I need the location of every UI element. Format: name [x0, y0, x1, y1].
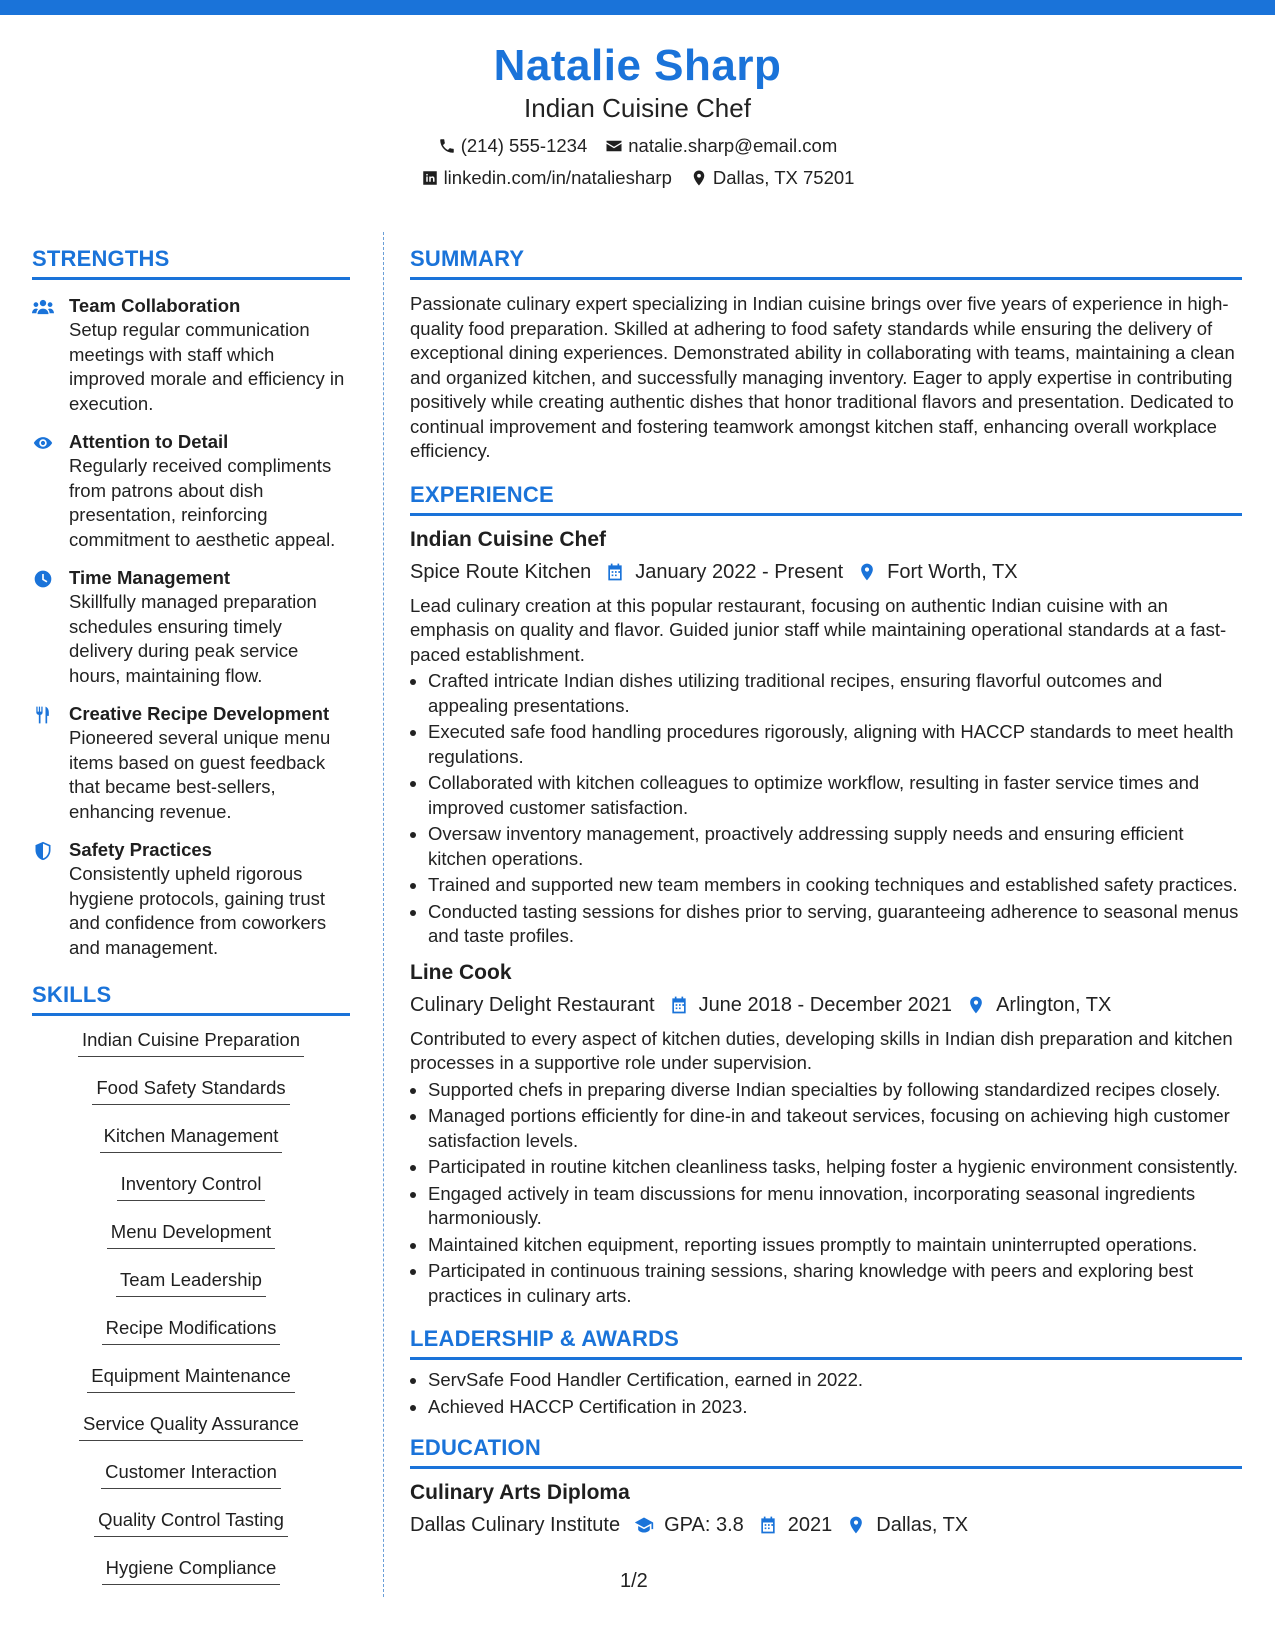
skill-item: Recipe Modifications [102, 1316, 281, 1345]
strength-title: Safety Practices [69, 839, 212, 860]
company-name: Culinary Delight Restaurant [410, 993, 655, 1016]
calendar-icon [758, 1515, 778, 1535]
skill-item: Food Safety Standards [92, 1076, 289, 1105]
calendar-icon [669, 995, 689, 1015]
list-item: • Conducted tasting sessions for dishes prior to serving, guaranteeing adherence to seasonal menus and taste profiles. [428, 900, 1242, 949]
utensils-icon [32, 705, 54, 725]
strength-item [32, 702, 350, 824]
right-column [410, 244, 1242, 1539]
envelope-icon [605, 137, 623, 155]
education-location: Dallas, TX [876, 1514, 969, 1536]
map-pin-icon [690, 169, 708, 187]
skills-heading: SKILLS [32, 980, 350, 1016]
list-item: • Crafted intricate Indian dishes utilizing traditional recipes, ensuring flavorful outcomes and appealing presentations. [428, 669, 1242, 718]
strength-item [32, 566, 350, 688]
education-year: 2021 [787, 1514, 833, 1536]
job-description: Lead culinary creation at this popular restaurant, focusing on authentic Indian cuisine with an emphasis on quality and flavor. Guided junior staff while maintaining operational standards at a fast-paced establishment. [410, 594, 1227, 665]
job-meta [410, 558, 1242, 586]
job-description: Contributed to every aspect of kitchen duties, developing skills in Indian dish preparation and kitchen processes in a supportive role under supervision. [410, 1027, 1233, 1073]
strength-title: Team Collaboration [69, 295, 241, 316]
strength-desc: Pioneered several unique menu items based on guest feedback that became best-sellers, enhancing revenue. [69, 727, 331, 822]
phone-contact [438, 134, 588, 158]
users-icon [32, 297, 54, 317]
job-bullets [410, 669, 1242, 949]
map-pin-icon [857, 562, 877, 582]
list-item: • Managed portions efficiently for dine-in and takeout services, focusing on achieving high customer satisfaction levels. [428, 1104, 1242, 1153]
skill-item: Hygiene Compliance [102, 1556, 281, 1585]
job-entry [410, 959, 1242, 1309]
list-item: • Supported chefs in preparing diverse Indian specialties by following standardized recipes closely. [428, 1078, 1242, 1103]
strengths-heading: STRENGTHS [32, 244, 350, 280]
map-pin-icon [846, 1515, 866, 1535]
strength-item [32, 430, 350, 552]
strength-desc: Setup regular communication meetings with staff which improved morale and efficiency in execution. [69, 319, 345, 414]
strength-title: Attention to Detail [69, 431, 229, 452]
email-contact[interactable] [605, 134, 837, 158]
linkedin-icon [421, 169, 439, 187]
strength-desc: Regularly received compliments from patrons about dish presentation, reinforcing commitment to aesthetic appeal. [69, 455, 336, 550]
awards-list [410, 1368, 1242, 1419]
job-title: Indian Cuisine Chef [410, 527, 607, 551]
list-item: • Executed safe food handling procedures rigorously, aligning with HACCP standards to meet health regulations. [428, 720, 1242, 769]
list-item: • Participated in routine kitchen cleanliness tasks, helping foster a hygienic environment consistently. [428, 1155, 1242, 1180]
location-contact [690, 166, 855, 190]
gpa-text: GPA: 3.8 [664, 1514, 744, 1536]
top-accent-bar [0, 0, 1275, 15]
strength-item [32, 294, 350, 416]
job-bullets [410, 1078, 1242, 1309]
page-number: 1/2 [620, 1570, 648, 1592]
skill-item: Equipment Maintenance [87, 1364, 295, 1393]
skills-list [32, 1028, 350, 1604]
education-meta [410, 1511, 1242, 1539]
job-meta [410, 991, 1242, 1019]
education-entry [410, 1479, 1242, 1539]
list-item: • ServSafe Food Handler Certification, earned in 2022. [428, 1368, 1242, 1393]
job-entry [410, 526, 1242, 949]
skill-item: Kitchen Management [100, 1124, 283, 1153]
shield-icon [32, 841, 54, 861]
degree-title: Culinary Arts Diploma [410, 1481, 630, 1504]
list-item: • Achieved HACCP Certification in 2023. [428, 1395, 1242, 1420]
list-item: • Trained and supported new team members in cooking techniques and established safety practices. [428, 873, 1242, 898]
strength-title: Creative Recipe Development [69, 703, 330, 724]
resume-header [0, 40, 1275, 190]
company-name: Spice Route Kitchen [410, 560, 592, 583]
skill-item: Menu Development [107, 1220, 275, 1249]
job-dates: January 2022 - Present [635, 560, 844, 583]
list-item: • Collaborated with kitchen colleagues to optimize workflow, resulting in faster service times and improved customer satisfaction. [428, 771, 1242, 820]
linkedin-contact[interactable] [421, 166, 672, 190]
eye-icon [32, 433, 54, 453]
skill-item: Inventory Control [117, 1172, 266, 1201]
list-item: • Engaged actively in team discussions for menu innovation, incorporating seasonal ingredients harmoniously. [428, 1182, 1242, 1231]
school-name: Dallas Culinary Institute [410, 1514, 621, 1536]
job-location: Fort Worth, TX [887, 560, 1018, 583]
graduation-cap-icon [634, 1515, 654, 1535]
job-title: Line Cook [410, 960, 512, 984]
left-column [32, 244, 350, 1604]
strength-title: Time Management [69, 567, 231, 588]
calendar-icon [605, 562, 625, 582]
candidate-title: Indian Cuisine Chef [524, 93, 751, 123]
location-text: Dallas, TX 75201 [712, 167, 855, 188]
list-item: • Oversaw inventory management, proactively addressing supply needs and ensuring efficient kitchen operations. [428, 822, 1242, 871]
education-heading: EDUCATION [410, 1433, 1242, 1469]
column-divider [383, 232, 384, 1597]
map-pin-icon [966, 995, 986, 1015]
linkedin-text: linkedin.com/in/nataliesharp [443, 167, 672, 188]
strength-desc: Consistently upheld rigorous hygiene protocols, gaining trust and confidence from coworkers and management. [69, 863, 327, 958]
summary-text: Passionate culinary expert specializing in Indian cuisine brings over five years of experience in high-quality food preparation. Skilled at adhering to food safety standards while ensuring the delivery of exceptional dining experiences. Demonstrated ability in collaborating with teams, maintaining a clean and organized kitchen, and successfully managing inventory. Eager to apply expertise in contributing positively while creating authentic dishes that honor traditional flavors and presentation. Dedicated to continual improvement and fostering teamwork amongst kitchen staff, enhancing overall workplace efficiency. [410, 293, 1235, 461]
job-location: Arlington, TX [996, 993, 1112, 1016]
skill-item: Customer Interaction [101, 1460, 281, 1489]
job-dates: June 2018 - December 2021 [698, 993, 953, 1016]
clock-icon [32, 569, 54, 589]
phone-icon [438, 137, 456, 155]
summary-heading: SUMMARY [410, 244, 1242, 280]
skill-item: Quality Control Tasting [94, 1508, 288, 1537]
strength-desc: Skillfully managed preparation schedules ensuring timely delivery during peak service hours, maintaining flow. [69, 591, 317, 686]
contact-row-2 [0, 166, 1275, 190]
phone-text: (214) 555-1234 [460, 135, 588, 156]
strength-item [32, 838, 350, 960]
list-item: • Maintained kitchen equipment, reporting issues promptly to maintain uninterrupted operations. [428, 1233, 1242, 1258]
awards-heading: LEADERSHIP & AWARDS [410, 1324, 1242, 1360]
skill-item: Indian Cuisine Preparation [78, 1028, 304, 1057]
candidate-name: Natalie Sharp [493, 41, 782, 90]
email-text: natalie.sharp@email.com [628, 135, 838, 156]
experience-heading: EXPERIENCE [410, 480, 1242, 516]
skill-item: Team Leadership [116, 1268, 266, 1297]
contact-row-1 [0, 134, 1275, 158]
list-item: • Participated in continuous training sessions, sharing knowledge with peers and exploring best practices in culinary arts. [428, 1259, 1242, 1308]
skill-item: Service Quality Assurance [79, 1412, 303, 1441]
